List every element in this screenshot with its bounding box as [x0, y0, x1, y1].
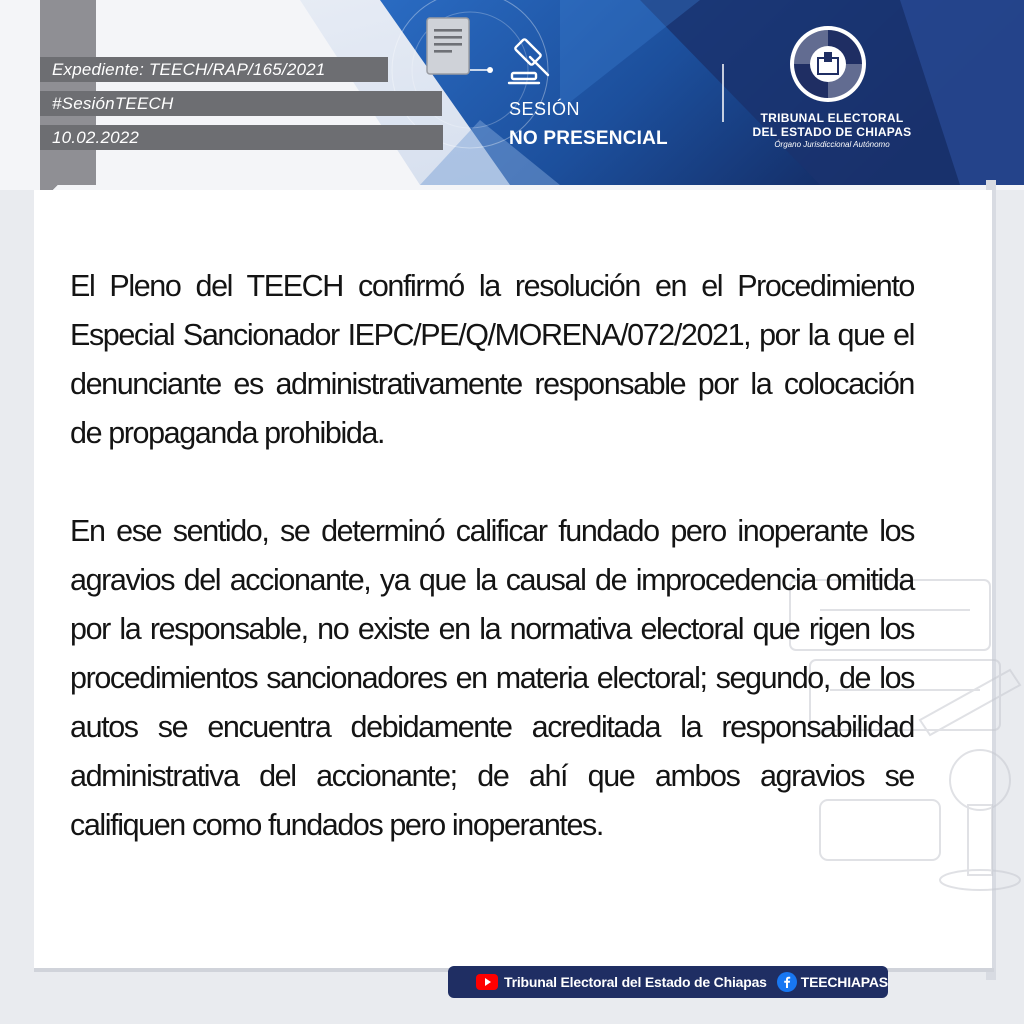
date-label: 10.02.2022: [40, 125, 443, 150]
hashtag-label: #SesiónTEECH: [40, 91, 442, 116]
header-divider: [722, 64, 724, 122]
facebook-page-link[interactable]: TEECHIAPAS: [800, 974, 888, 990]
youtube-icon[interactable]: [476, 974, 498, 990]
session-label-line1: SESIÓN: [509, 99, 581, 119]
left-grey-strip-tip: [40, 160, 96, 190]
session-label-line2: NO PRESENCIAL: [509, 128, 668, 149]
org-name-line2: DEL ESTADO DE CHIAPAS: [752, 125, 912, 139]
body-text: [70, 262, 914, 850]
org-subtitle: Órgano Jurisdiccional Autónomo: [774, 140, 890, 149]
document-icon: [426, 17, 470, 75]
body-paragraph-1: El Pleno del TEECH confirmó la resolución en el Procedimiento Especial Sancionador IEPC/PE/Q/MORENA/072/2021, por la que el denunciante es administrativamente responsable por la colocación de propaganda prohibida.: [70, 269, 914, 450]
facebook-icon[interactable]: [777, 972, 797, 992]
org-name-line1: TRIBUNAL ELECTORAL: [760, 111, 904, 125]
social-footer: [448, 966, 888, 998]
expediente-label: Expediente: TEECH/RAP/165/2021: [40, 57, 388, 82]
body-paragraph-2: En ese sentido, se determinó calificar fundado pero inoperante los agravios del accionante, ya que la causal de improcedencia omitida por la responsable, no existe en la normativa electoral que rigen los procedimientos sancionadores en materia electoral; segundo, de los autos se encuentra debidamente acreditada la responsabilidad administrativa del accionante; de ahí que ambos agravios se califiquen como fundados pero inoperantes.: [70, 514, 914, 842]
youtube-channel-link[interactable]: Tribunal Electoral del Estado de Chiapas: [504, 974, 767, 990]
gavel-icon: [506, 35, 558, 87]
tribunal-logo: [788, 24, 868, 104]
